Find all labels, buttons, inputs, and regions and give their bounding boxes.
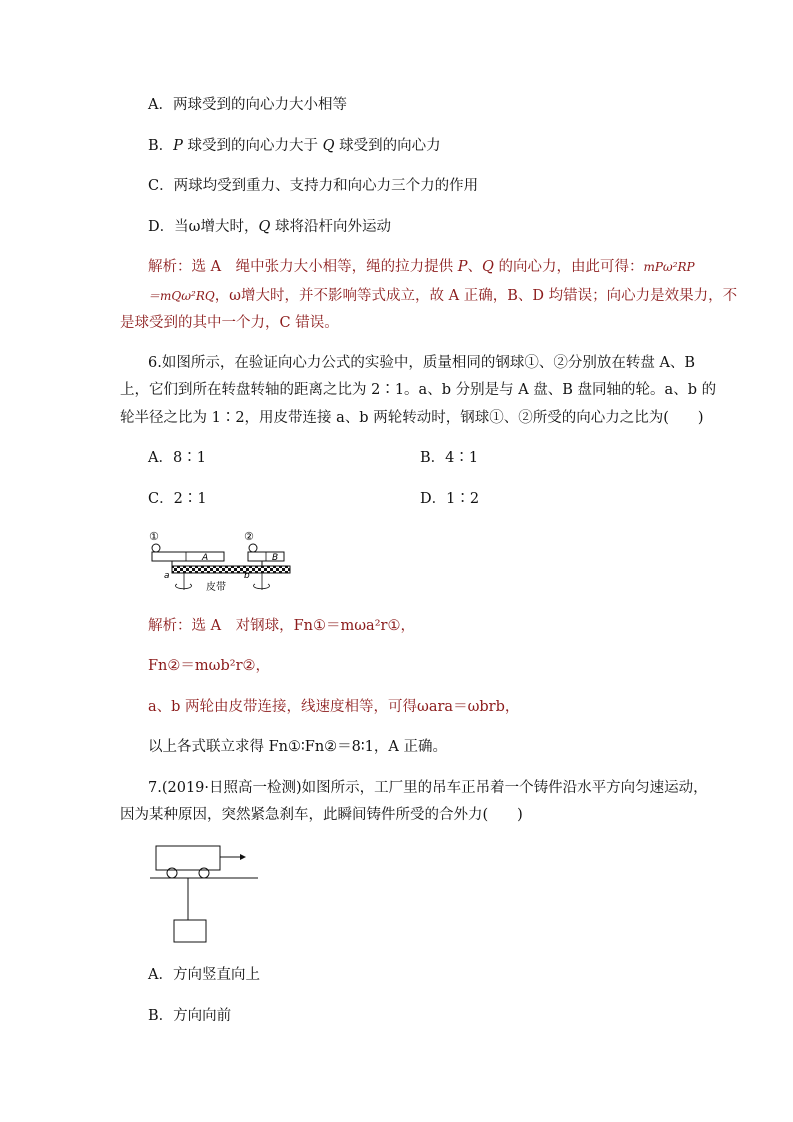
q6-fig-ball1 — [152, 544, 160, 552]
q5-option-c: C．两球均受到重力、支持力和向心力三个力的作用 — [148, 178, 479, 194]
q5-option-b-p: P — [173, 138, 183, 154]
q5-option-b-post: 球受到的向心力 — [334, 138, 441, 154]
q5-analysis-line3: 是球受到的其中一个力，C 错误。 — [120, 315, 339, 331]
q5-option-b-mid: 球受到的向心力大于 — [182, 138, 323, 154]
q7-option-a: A．方向竖直向上 — [148, 967, 260, 983]
q7-option-b: B．方向向前 — [148, 1008, 232, 1024]
q7-stem-line2: 因为某种原因，突然紧急刹车，此瞬间铸件所受的合外力( ) — [120, 807, 523, 823]
q5-analysis-l1-p: P — [457, 259, 468, 275]
q5-option-a: A．两球受到的向心力大小相等 — [148, 97, 347, 113]
q6-analysis-line1: 解析：选 A 对钢球，Fn①＝mωa²r①， — [148, 618, 415, 634]
q6-fig-ball2-label: ② — [244, 530, 254, 543]
q5-analysis-l1-q: Q — [481, 259, 494, 275]
q7-stem-line1: 7.(2019·日照高一检测)如图所示，工厂里的吊车正吊着一个铸件沿水平方向匀速运动， — [148, 780, 708, 796]
q6-fig-ball1-label: ① — [149, 530, 159, 543]
q6-figure-turntables — [144, 526, 304, 596]
q5-option-d-post: 球将沿杆向外运动 — [270, 219, 391, 235]
q5-option-b-q: Q — [322, 138, 335, 154]
q5-option-b — [148, 136, 441, 156]
q5-analysis-l1-c: 的向心力，由此可得： — [493, 259, 644, 275]
q5-option-d — [148, 217, 391, 237]
q5-analysis-l2-text: ，ω增大时，并不影响等式成立，故 A 正确，B、D 均错误；向心力是效果力，不 — [214, 288, 738, 304]
q5-analysis-line2 — [148, 286, 737, 306]
q7-fig-casting — [174, 920, 206, 942]
q6-fig-plate-a-label: A — [202, 553, 209, 563]
q5-analysis-l1-b: 、 — [467, 259, 482, 275]
q5-analysis-line1 — [148, 257, 695, 277]
q6-fig-belt-label: 皮带 — [206, 582, 226, 593]
q6-option-c: C．2∶1 — [148, 491, 207, 507]
q5-analysis-l1-a: 解析：选 A 绳中张力大小相等，绳的拉力提供 — [148, 259, 458, 275]
q6-fig-wheel-b-label: b — [244, 571, 250, 581]
q5-analysis-l2-formula: ＝mQω²RQ — [148, 289, 215, 303]
q6-fig-plate-b-label: B — [272, 553, 279, 563]
q6-fig-plate-a — [152, 552, 224, 561]
q6-option-a: A．8∶1 — [148, 450, 206, 466]
q6-stem-line3: 轮半径之比为 1∶2，用皮带连接 a、b 两轮转动时，钢球①、②所受的向心力之比为( ) — [120, 410, 704, 426]
q6-stem-line1: 6.如图所示，在验证向心力公式的实验中，质量相同的钢球①、②分别放在转盘 A、B — [148, 355, 696, 371]
q6-fig-rotation-arrow-b — [254, 584, 270, 589]
q6-option-d: D．1∶2 — [420, 491, 480, 507]
q7-fig-crane-body — [156, 846, 220, 870]
q5-analysis-l1-formula: mPω²RP — [643, 260, 695, 274]
q6-analysis-line3: a、b 两轮由皮带连接，线速度相等，可得ωara＝ωbrb， — [148, 699, 520, 715]
q5-option-d-q: Q — [258, 219, 271, 235]
q6-analysis-line4: 以上各式联立求得 Fn①∶Fn②＝8∶1，A 正确。 — [148, 739, 447, 755]
q5-option-b-prefix: B． — [148, 138, 174, 154]
q6-analysis-line2: Fn②＝mωb²r②， — [148, 658, 270, 674]
q6-fig-wheel-a-label: a — [164, 571, 170, 581]
q6-option-b: B．4∶1 — [420, 450, 479, 466]
q6-fig-belt — [172, 566, 290, 573]
q6-fig-rotation-arrow-a — [176, 584, 192, 589]
q7-figure-crane — [146, 840, 266, 945]
q5-option-d-prefix: D．当ω增大时， — [148, 219, 259, 235]
q6-fig-ball2 — [249, 544, 257, 552]
q6-stem-line2: 上，它们到所在转盘转轴的距离之比为 2∶1。a、b 分别是与 A 盘、B 盘同轴的轮。a、b 的 — [120, 382, 717, 398]
